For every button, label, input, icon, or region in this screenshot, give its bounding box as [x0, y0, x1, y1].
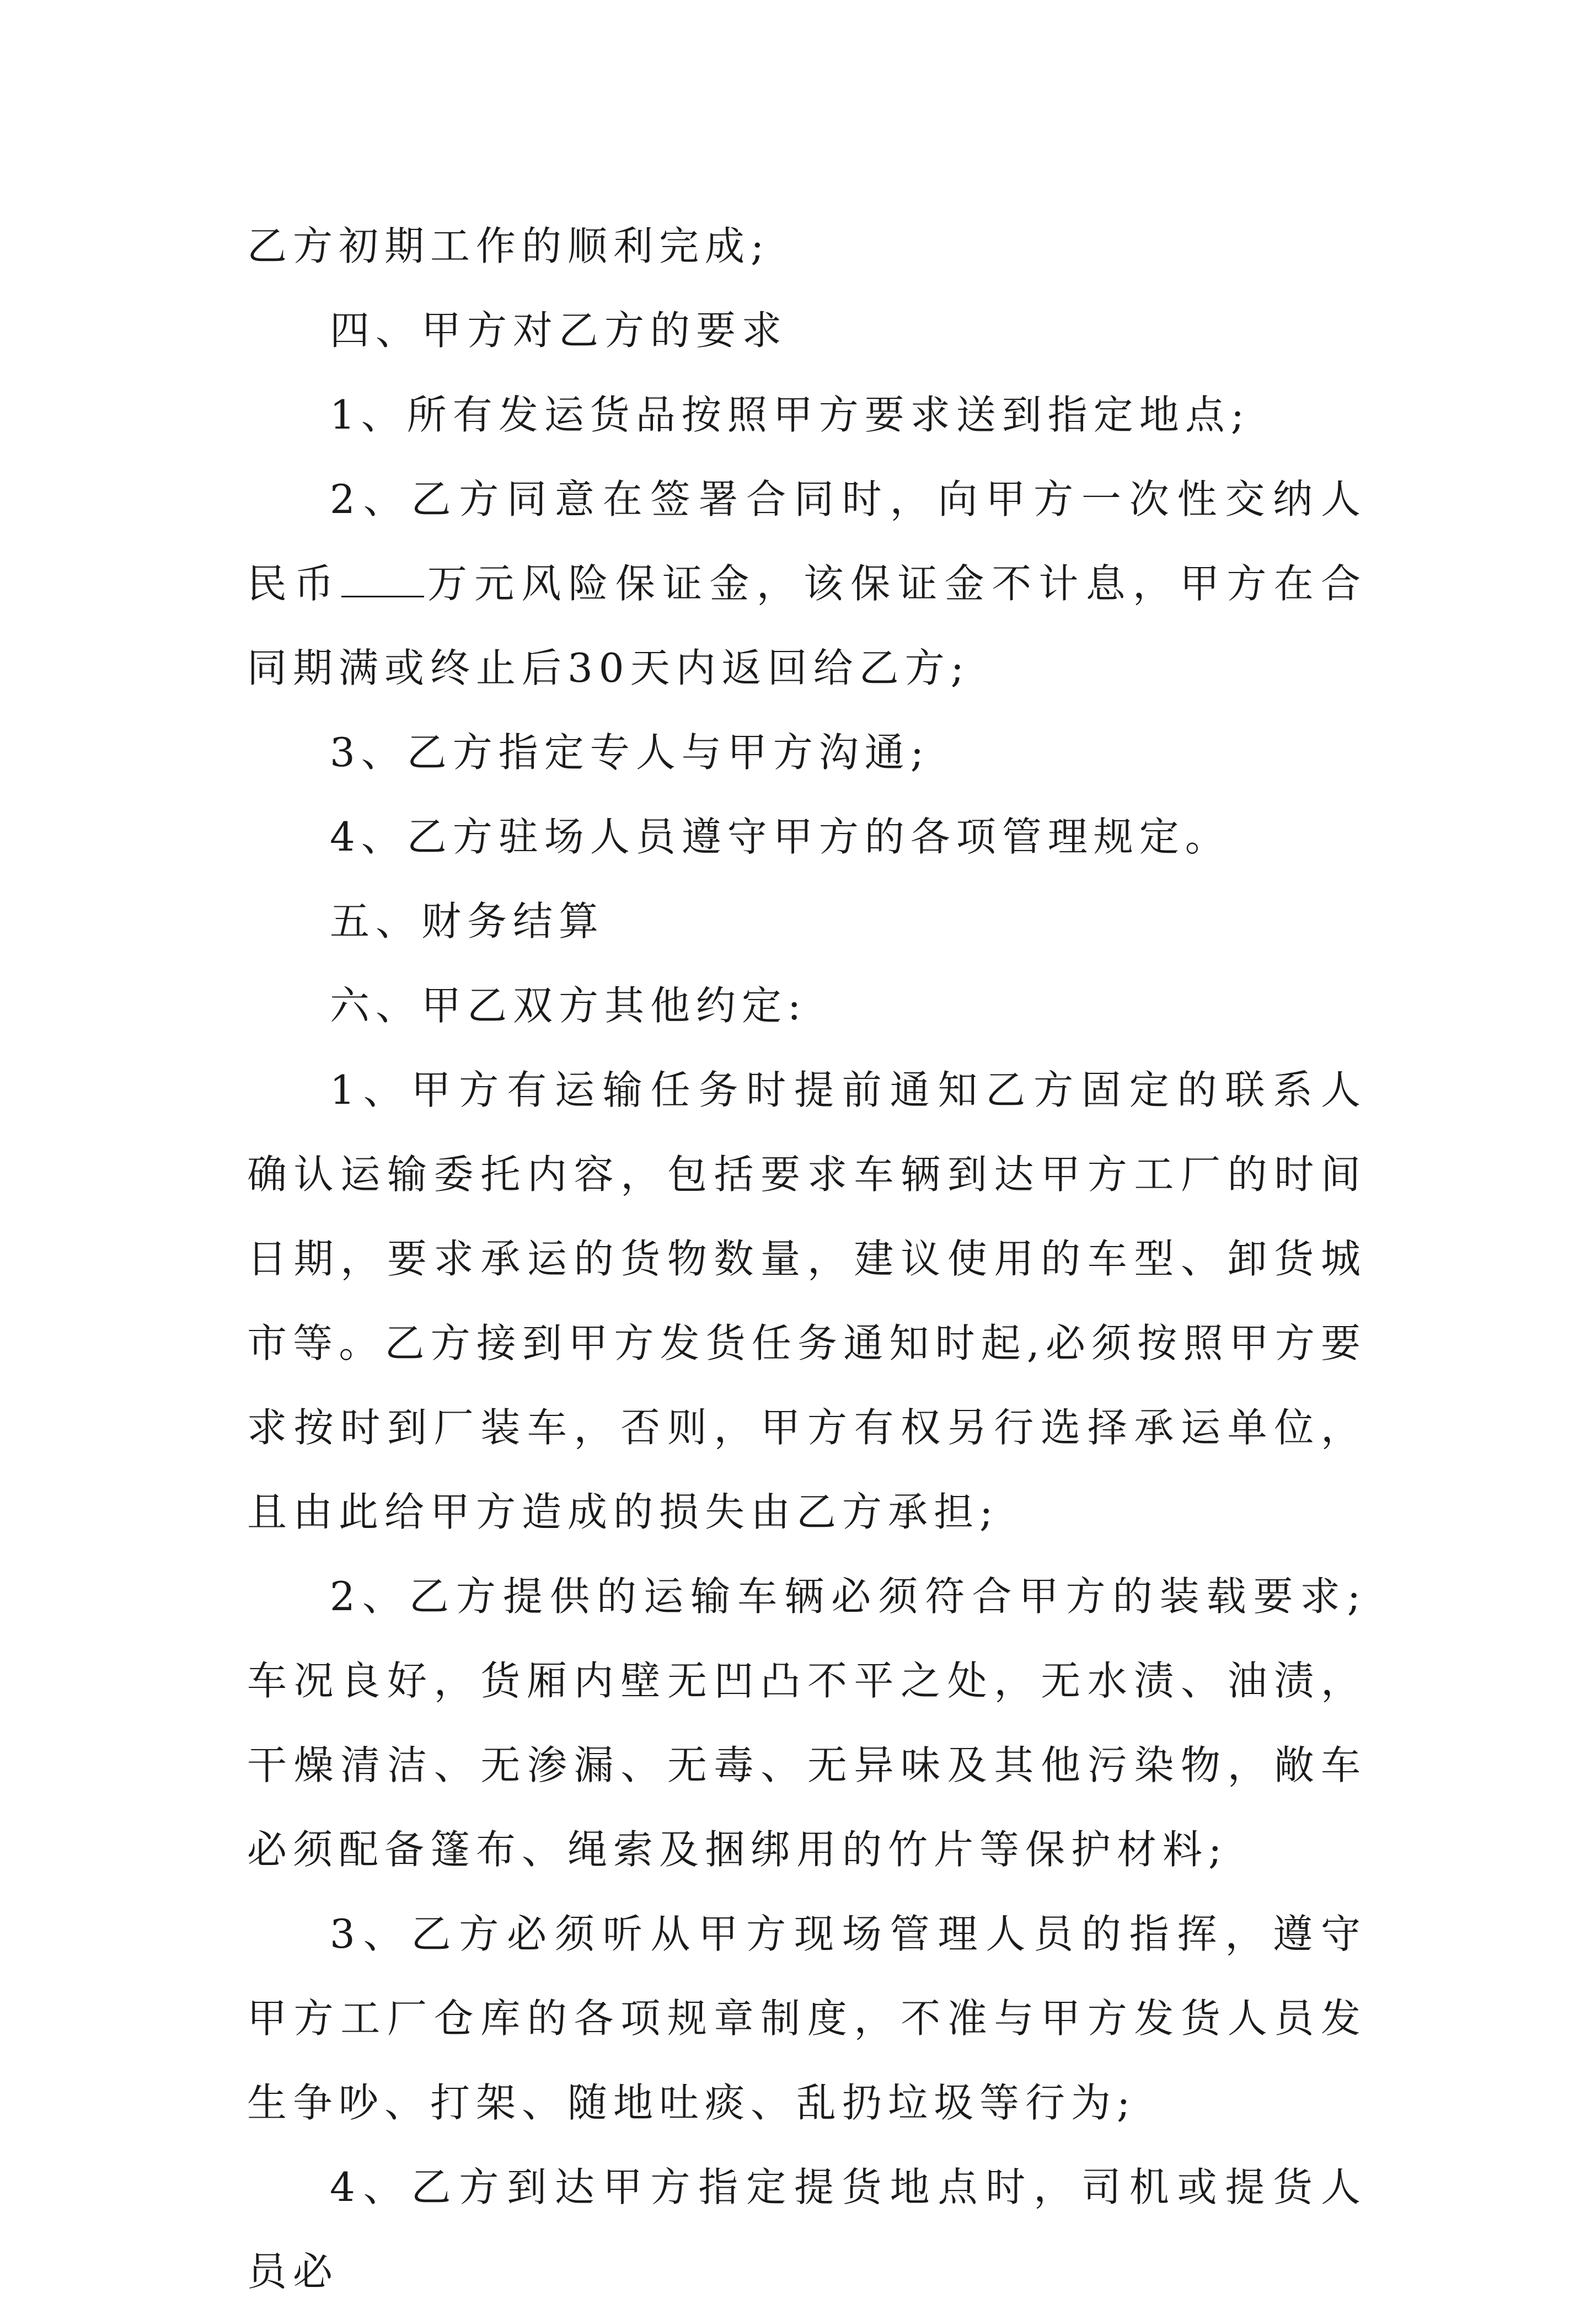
section-heading-6: 六、甲乙双方其他约定:	[330, 982, 807, 1029]
clause-4-1: 1、所有发运货品按照甲方要求送到指定地点;	[330, 392, 1251, 438]
section-heading-5: 五、财务结算	[330, 898, 605, 944]
clause-6-2: 2、乙方提供的运输车辆必须符合甲方的装载要求;车况良好，货厢内壁无凹凸不平之处，无水渍、油渍，干燥清洁、无渗漏、无毒、无异味及其他污染物，敞车必须配备篷布、绳索及捆绑用的竹片等保护材料;	[247, 1573, 1367, 1873]
document-body	[247, 204, 1367, 2314]
clause-6-1: 1、甲方有运输任务时提前通知乙方固定的联系人确认运输委托内容，包括要求车辆到达甲方工厂的时间日期，要求承运的货物数量，建议使用的车型、卸货城市等。乙方接到甲方发货任务通知时起,必须按照甲方要求按时到厂装车，否则，甲方有权另行选择承运单位，且由此给甲方造成的损失由乙方承担;	[247, 1067, 1367, 1535]
amount-blank	[341, 562, 424, 597]
clause-6-3: 3、乙方必须听从甲方现场管理人员的指挥，遵守甲方工厂仓库的各项规章制度，不准与甲方发货人员发生争吵、打架、随地吐痰、乱扔垃圾等行为;	[247, 1911, 1367, 2126]
clause-4-2	[247, 457, 1367, 710]
clause-6-4: 4、乙方到达甲方指定提货地点时，司机或提货人员必	[247, 2164, 1367, 2295]
clause-4-2-text-b: 万元风险保证金，该保证金不计息，甲方在合同期满或终止后30天内返回给乙方;	[247, 560, 1367, 691]
section-heading-4: 四、甲方对乙方的要求	[330, 307, 788, 354]
paragraph-continuation: 乙方初期工作的顺利完成;	[247, 223, 770, 269]
clause-4-4: 4、乙方驻场人员遵守甲方的各项管理规定。	[330, 814, 1231, 860]
clause-4-3: 3、乙方指定专人与甲方沟通;	[330, 729, 930, 776]
clause-4-2-text-a: 2、乙方同意在签署合同时，向甲方一次性交纳人民币	[247, 476, 1367, 607]
